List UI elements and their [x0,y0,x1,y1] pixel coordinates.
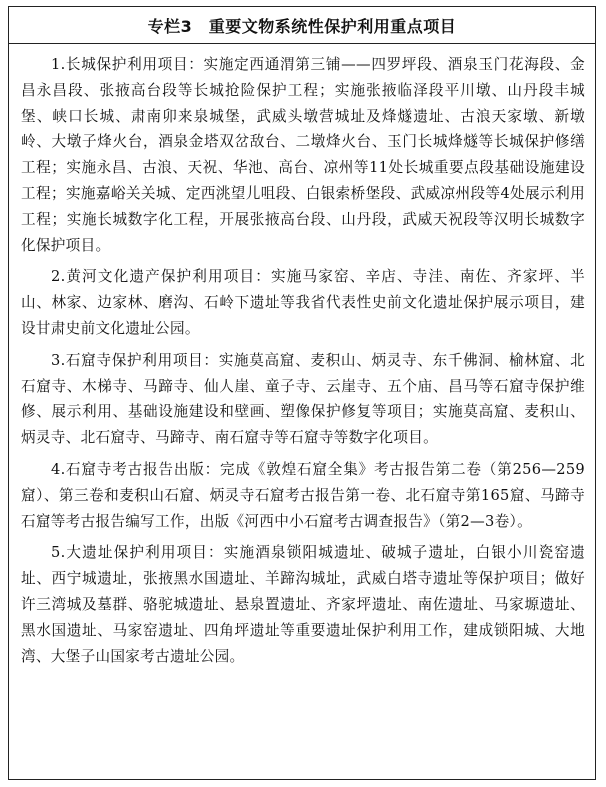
project-item-grottoes: 3.石窟寺保护利用项目：实施莫高窟、麦积山、炳灵寺、东千佛洞、榆林窟、北石窟寺、木梯寺、马蹄寺、仙人崖、童子寺、云崖寺、五个庙、昌马等石窟寺保护维修、展示利用、基础设施建设和壁画、塑像保护修复等项目；实施莫高窟、麦积山、炳灵寺、北石窟寺、马蹄寺、南石窟寺等石窟寺等数字化项目。 [21,351,585,447]
feature-box [8,6,596,780]
project-item-grotto-reports: 4.石窟寺考古报告出版：完成《敦煌石窟全集》考古报告第二卷（第256—259窟）、第三卷和麦积山石窟、炳灵寺石窟考古报告第一卷、北石窟寺第165窟、马蹄寺石窟等考古报告编写工作，出版《河西中小石窟考古调查报告》（第2—3卷）。 [21,460,585,530]
project-item-yellow-river: 2.黄河文化遗产保护利用项目：实施马家窑、辛店、寺洼、南佐、齐家坪、半山、林家、边家林、磨沟、石岭下遗址等我省代表性史前文化遗址保护展示项目，建设甘肃史前文化遗址公园。 [21,268,585,337]
feature-box-body [9,44,595,669]
project-item-great-wall: 1.长城保护利用项目：实施定西通渭第三铺——四罗坪段、酒泉玉门花海段、金昌永昌段、张掖高台段等长城抢险保护工程；实施张掖临泽段平川墩、山丹段丰城堡、峡口长城、肃南卯来泉城堡，武威头墩营城址及烽燧遗址、古浪天家墩、新墩岭、大墩子烽火台，酒泉金塔双岔敌台、二墩烽火台、玉门长城烽燧等长城保护修缮工程；实施永昌、古浪、天祝、华池、高台、凉州等11处长城重要点段基础设施建设工程；实施嘉峪关关城、定西洮望儿咀段、白银索桥堡段、武威凉州段等4处展示利用工程；实施长城数字化工程，开展张掖高台段、山丹段，武威天祝段等汉明长城数字化保护项目。 [21,56,585,254]
feature-box-title: 专栏3 重要文物系统性保护利用重点项目 [147,16,457,36]
project-item-great-sites: 5.大遗址保护利用项目：实施酒泉锁阳城遗址、破城子遗址，白银小川瓷窑遗址、西宁城遗址，张掖黑水国遗址、羊蹄沟城址，武威白塔寺遗址等保护项目；做好许三湾城及墓群、骆驼城遗址、悬泉置遗址、齐家坪遗址、南佐遗址、马家塬遗址、黑水国遗址、马家窑遗址、四角坪遗址等重要遗址保护利用工作，建成锁阳城、大地湾、大堡子山国家考古遗址公园。 [21,544,585,665]
feature-box-header [9,7,595,44]
